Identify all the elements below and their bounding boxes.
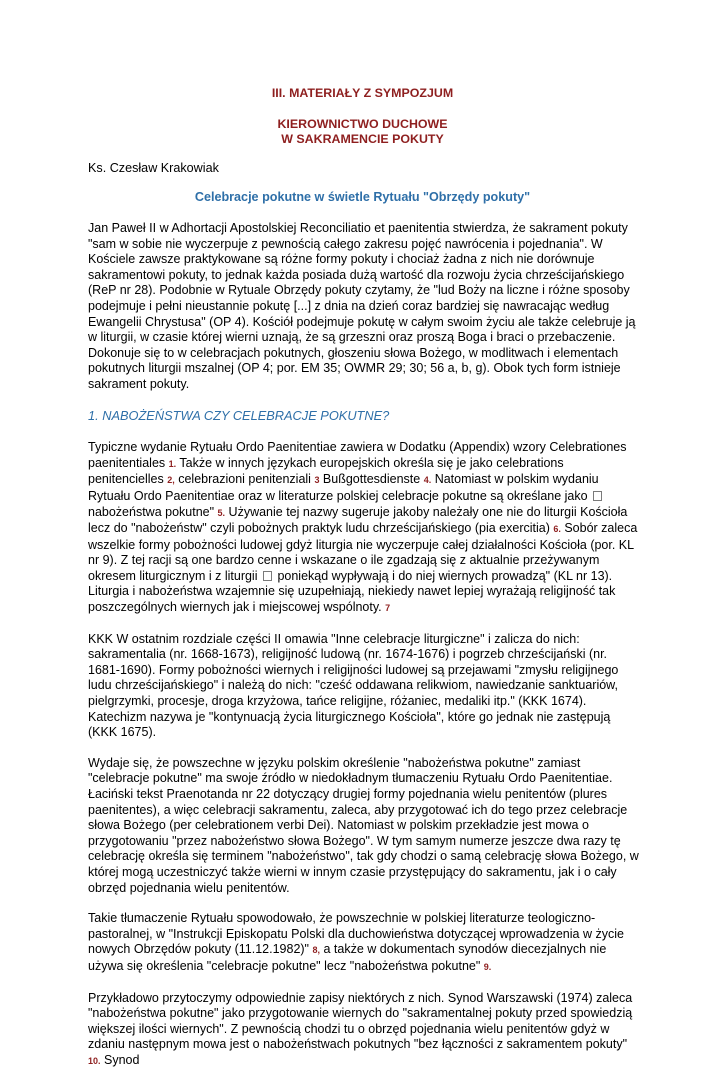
article-subtitle: Celebracje pokutne w świetle Rytuału "Obrzędy pokuty" (194, 190, 531, 204)
paragraph-1: Jan Paweł II w Adhortacji Apostolskiej Reconciliatio et paenitentia stwierdza, że sakrament pokuty "sam w sobie nie wyczerpuje z pewnością całego zakresu pojęć nawrócenia i pojednania". W Kościele zawsze praktykowane są różne formy pokuty i chociaż żadna z nich nie dorównuje sakramentowi pokuty, to jednak każda posiada dużą wartość dla rozwoju życia chrześcijańskiego (ReP nr 28). Podobnie w Rytuale Obrzędy pokuty czytamy, że "lud Boży na liczne i różne sposoby podejmuje i pełni nieustannie pokutę [...] z dnia na dzień coraz bardziej się nawracając według Ewangelii Chrystusa" (OP 4). Kościół podejmuje pokutę w całym swoim życiu ale także celebruje ją w liturgii, w czasie której wierni uznają, że są grzeszni oraz proszą Boga i braci o przebaczenie. Dokonuje się to w celebracjach pokutnych, głoszeniu słowa Bożego, w modlitwach i elementach pokutnych liturgii mszalnej (OP 4; por. EM 35; OWMR 29; 30; 56 a, b, g). Obok tych form istnieje sakrament pokuty. (88, 221, 636, 391)
article-title (0, 117, 725, 147)
text-run: Także w innych językach europejskich określa się je jako celebrations penitencielles (88, 455, 564, 487)
paragraph-2 (88, 440, 640, 617)
footnote-9-link[interactable]: 9. (483, 961, 492, 972)
paragraph-4: Wydaje się, że powszechne w języku polskim określenie "nabożeństwa pokutne" zamiast "celebracje pokutne" ma swoje źródło w niedokładnym tłumaczeniu Rytuału Ordo Paenitentiae. Łaciński tekst Praenotanda nr 22 dotyczący drugiej formy pojednania wielu penitentów (plures paenitentes), a więc celebracji sakramentu, zaleca, aby przygotować ich do tego przez celebracje słowa Bożego (per celebrationem verbi Dei). Natomiast w polskim przekładzie jest mowa o przygotowaniu "przez nabożeństwo słowa Bożego". W tym samym numerze jeszcze dwa razy tę celebrację określa się terminem "nabożeństwo", tak gdy chodzi o samą celebrację słowa Bożego, w której mogą uczestniczyć także wierni w innym czasie przystępujący do sakramentu, jak i o cały obrzęd pojednania wielu penitentów. (88, 755, 639, 895)
author-name: Ks. Czesław Krakowiak (88, 161, 219, 175)
text-run: celebrazioni penitenziali (174, 472, 311, 487)
paragraph-6 (88, 991, 640, 1070)
article-title-line2: W SAKRAMENCIE POKUTY (281, 132, 444, 146)
footnote-8-link[interactable]: 8, (312, 945, 320, 956)
text-run: Sobór zaleca wszelkie formy pobożności ludowej gdyż liturgia nie wyczerpuje całej działalności Kościoła (por. KL nr 9). Z tej racji są one bardzo cenne i wskazane o ile zgadzają się z aktualnie przeżywanym okresem liturgicznym i z liturgii (88, 521, 638, 583)
text-run: nabożeństwa pokutne" (88, 504, 215, 519)
text-run: Synod (100, 1052, 140, 1067)
article-body (88, 221, 640, 1085)
text-run: Bußgottesdienste (319, 472, 421, 487)
section-heading: III. MATERIAŁY Z SYMPOZJUM (271, 86, 454, 100)
footnote-5-link[interactable]: 5. (217, 507, 226, 518)
text-run: Natomiast w polskim wydaniu Rytuału Ordo Paenitentiae oraz w literaturze polskiej celebracje pokutne są określane jako (88, 472, 599, 503)
footnote-2-link[interactable]: 2, (167, 475, 175, 486)
missing-glyph-icon (263, 571, 272, 581)
text-run: poniekąd wypływają i do niej wiernych prowadzą" (KL nr 13). Liturgia i nabożeństwa wzajemnie się uzupełniają, niekiedy nawet lepiej wyrażają religijność tak poszczególnych wiernych jak i miejscowej wspólnoty. (88, 568, 616, 615)
footnote-7-link[interactable]: 7 (385, 603, 391, 614)
footnote-4-link[interactable]: 4. (423, 475, 432, 486)
footnote-3-link[interactable]: 3 (314, 475, 320, 486)
text-run: Używanie tej nazwy sugeruje jakoby należały one nie do liturgii Kościoła lecz do "nabożeństw" czyli pobożnych praktyk ludu chrześcijańskiego (pia exercitia) (88, 504, 628, 536)
footnote-10-link[interactable]: 10. (88, 1055, 101, 1066)
article-title-line1: KIEROWNICTWO DUCHOWE (277, 117, 448, 131)
text-run: a także w dokumentach synodów diecezjalnych nie używa się określenia "celebracje pokutne" lecz "nabożeństwa pokutne" (88, 942, 607, 973)
section-title-1: 1. NABOŻEŃSTWA CZY CELEBRACJE POKUTNE? (88, 407, 390, 423)
footnote-6-link[interactable]: 6. (553, 524, 561, 535)
text-run: Takie tłumaczenie Rytuału spowodowało, że powszechnie w polskiej literaturze teologiczno-pastoralnej, w "Instrukcji Episkopatu Polski dla duchowieństwa dotyczącej wprowadzenia w życie nowych Obrzędów pokuty (11.12.1982)" (88, 911, 624, 957)
text-run: Typiczne wydanie Rytuału Ordo Paenitentiae zawiera w Dodatku (Appendix) wzory Celebrationes paenitentiales (88, 440, 627, 470)
missing-glyph-icon (593, 491, 602, 501)
footnote-1-link[interactable]: 1. (168, 458, 177, 469)
paragraph-3: KKK W ostatnim rozdziale części II omawia "Inne celebracje liturgiczne" i zalicza do nich: sakramentalia (nr. 1668-1673), religijność ludową (nr. 1674-1676) i pogrzeb chrześcijański (nr. 1681-1690). Formy pobożności wiernych i religijności ludowej są przejawami "zmysłu religijnego ludu chrześcijańskiego" i należą do nich: "cześć oddawana relikwiom, nawiedzanie sanktuariów, pielgrzymki, procesje, droga krzyżowa, tańce religijne, różaniec, medaliki itp." (KKK 1674). Katechizm nazywa je "kontynuacją życia liturgicznego Kościoła", które go jednak nie zastępują (KKK 1675). (88, 631, 619, 740)
text-run: Przykładowo przytoczymy odpowiednie zapisy niektórych z nich. Synod Warszawski (1974) zaleca "nabożeństwa pokutne" jako przygotowanie wiernych do "sakramentalnej pokuty przed spowiedzią większej ilości wiernych". Z pewnością chodzi tu o obrzęd pojednania wielu penitentów gdyż w zdaniu następnym mowa jest o nabożeństwach pokutnych "bez łączności z sakramentem pokuty" (88, 990, 633, 1052)
paragraph-5 (88, 911, 640, 975)
